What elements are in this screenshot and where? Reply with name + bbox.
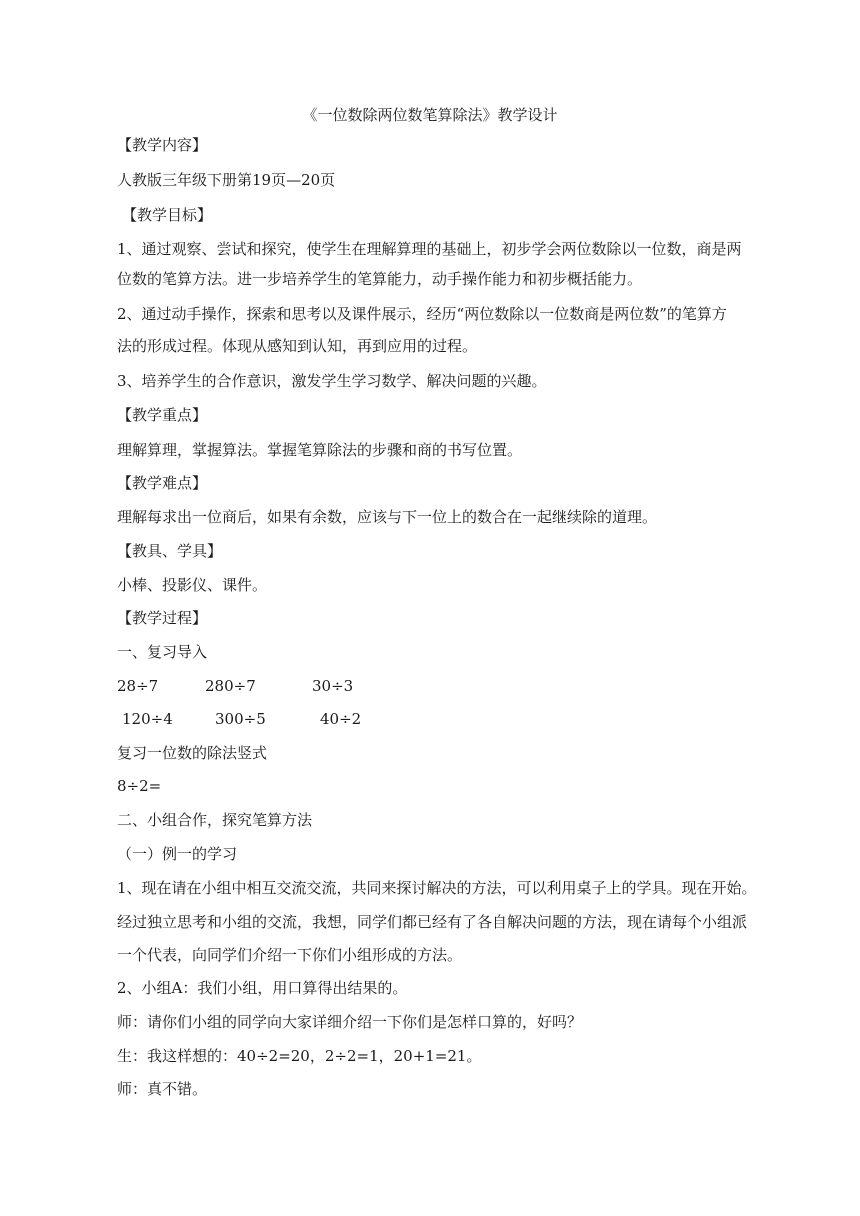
paragraph-difficulties: 理解每求出一位商后，如果有余数，应该与下一位上的数合在一起继续除的道理。 [117, 508, 658, 526]
heading-content: 【教学内容】 [117, 136, 208, 154]
document-title: 《一位数除两位数笔算除法》教学设计 [302, 106, 558, 124]
paragraph-key-points: 理解算理，掌握算法。掌握笔算除法的步骤和商的书写位置。 [117, 441, 523, 459]
student-answer: 生：我这样想的：40÷2=20，2÷2=1，20+1=21。 [117, 1047, 482, 1065]
review-equation: 8÷2= [117, 777, 162, 795]
section-review: 一、复习导入 [117, 643, 208, 661]
step-1-line-3: 一个代表，向同学们介绍一下你们小组形成的方法。 [117, 946, 463, 964]
objective-2-line-2: 法的形成过程。体现从感知到认知，再到应用的过程。 [117, 337, 478, 355]
step-2: 2、小组A：我们小组，用口算得出结果的。 [117, 979, 408, 997]
paragraph-review-vertical: 复习一位数的除法竖式 [117, 744, 268, 762]
paragraph-textbook: 人教版三年级下册第19页—20页 [117, 171, 336, 189]
heading-key-points: 【教学重点】 [117, 406, 208, 424]
review-expression: 300÷5 [215, 710, 266, 728]
section-group-work: 二、小组合作，探究笔算方法 [117, 811, 313, 829]
heading-process: 【教学过程】 [117, 609, 208, 627]
heading-tools: 【教具、学具】 [117, 542, 223, 560]
objective-2-line-1: 2、通过动手操作，探索和思考以及课件展示，经历“两位数除以一位数商是两位数”的笔算方 [117, 305, 727, 323]
review-expression: 40÷2 [320, 710, 362, 728]
review-expression: 30÷3 [312, 677, 354, 695]
paragraph-tools: 小棒、投影仪、课件。 [117, 576, 268, 594]
teacher-comment: 师：真不错。 [117, 1080, 208, 1098]
subsection-example-1: （一）例一的学习 [117, 845, 238, 863]
objective-3: 3、培养学生的合作意识，激发学生学习数学、解决问题的兴趣。 [117, 372, 547, 390]
review-expression: 120÷4 [122, 710, 173, 728]
step-1-line-2: 经过独立思考和小组的交流，我想，同学们都已经有了各自解决问题的方法，现在请每个小组派 [117, 913, 748, 931]
step-1-line-1: 1、现在请在小组中相互交流交流，共同来探讨解决的方法，可以利用桌子上的学具。现在开始。 [117, 879, 757, 897]
objective-1-line-1: 1、通过观察、尝试和探究，使学生在理解算理的基础上，初步学会两位数除以一位数，商是两 [117, 240, 742, 258]
review-expression: 28÷7 [117, 677, 159, 695]
heading-objectives: 【教学目标】 [122, 206, 213, 224]
heading-difficulties: 【教学难点】 [117, 474, 208, 492]
objective-1-line-2: 位数的笔算方法。进一步培养学生的笔算能力，动手操作能力和初步概括能力。 [117, 270, 643, 288]
teacher-question: 师：请你们小组的同学向大家详细介绍一下你们是怎样口算的，好吗？ [117, 1013, 583, 1031]
review-expression: 280÷7 [205, 677, 256, 695]
